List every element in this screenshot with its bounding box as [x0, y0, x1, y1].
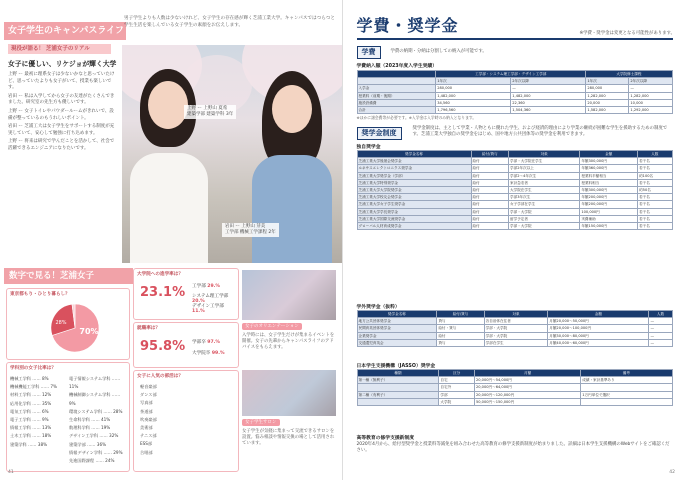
fee-col-head: 2年次以降: [511, 78, 586, 85]
scholarship-desc: 奨学金制度は、主として学業・人物ともに優れた学生、および経済的理由により学業の継続が困難な学生を援助するための制度です。芝浦工業大学独自の奨学金をはじめ、国や地方公共団体等の奨学金を利用できます。: [412, 126, 668, 137]
fee-table: [357, 70, 673, 114]
jasso-title: 日本学生支援機構（JASSO）奨学金: [356, 364, 436, 369]
salon-text: 女子学生が気軽に集まって交流できるサロンを設置。悩み相談や情報交換の場として活用されています。: [242, 429, 335, 446]
scholarship-row: 芝浦工業大学国際交流奨学金 給付 留学予定者 実費補助 若干名: [357, 215, 672, 222]
external-scholarship-title: 学外奨学金（抜粋）: [356, 305, 400, 310]
grad-rate-item: デザイン工学部 11.%: [192, 304, 224, 314]
major-item: デザイン工学科 …… 32%: [69, 433, 119, 439]
club-item: 吹奏楽部: [140, 416, 157, 422]
grad-rate-title: 大学院への進学率は？: [137, 272, 183, 277]
major-item: 建築学科 …… 38%: [10, 441, 48, 447]
fee-col-head: 1年次: [436, 78, 511, 85]
scholarship-row: 芝浦工業大学学長奨学金 給付 学部・大学院 100,000円 若干名: [357, 208, 672, 215]
qa-paragraph: 上野 ー 女子トイレやパウダールームがきれいで、設備が整っているのもうれしいポイント。: [8, 108, 114, 121]
living-box: [6, 288, 130, 360]
major-item: 応用化学科 …… 35%: [10, 400, 52, 406]
fee-table-title: 学費納入額（2023年度入学生実績）: [356, 64, 438, 69]
major-item: 数理科学科 …… 19%: [69, 425, 111, 431]
major-item: 情報デザイン学科 …… 29%: [69, 449, 123, 455]
qa-question: 女子に優しい、リケジョが輝く大学: [8, 60, 117, 68]
fees-desc: 学費の納期・分納は分割しての納入が可能です。: [390, 49, 487, 54]
qa-paragraph: 岩田 ー 芝浦工大は女子学生をサポートする制度が充実していて、安心して勉強に打ち込めます。: [8, 124, 115, 136]
major-item: 電子情報システム学科 …… 11%: [69, 376, 121, 390]
scholarship-row: 企業奨学金 給付 学部・大学院 月額30,000〜80,000円 —: [357, 332, 672, 339]
scholarship-row: 民間育英団体奨学金 給付・貸与 学部・大学院 月額20,000〜100,000円 —: [357, 325, 672, 332]
majors-list-1: [10, 375, 66, 449]
club-item: テニス部: [140, 433, 157, 439]
scholarship-row: 地方公共団体奨学金 貸与 各自治体在住者 月額20,000〜50,000円 —: [357, 318, 672, 325]
title-rule: [357, 38, 673, 40]
orientation-title: 女子のオリエンテーション: [242, 323, 302, 330]
majors-list-2: [69, 375, 127, 465]
caption-student-2: [222, 223, 279, 237]
majors-title: 学科別の女子比率は？: [10, 366, 56, 371]
pie-center-label: 70%: [79, 327, 99, 336]
fee-note: ※ほかに諸会費等が必要です。※入学金は入学時のみ納入となります。: [356, 115, 477, 120]
student-1-name: 上野 ー 上野山 夏希: [187, 106, 228, 111]
fee-col-head: 2年次以降: [629, 78, 672, 85]
major-item: 材料工学科 …… 12%: [10, 392, 52, 398]
living-question: 東京都もり・ひとり暮らし？: [10, 292, 70, 297]
section-scholarship: 奨学金制度: [357, 127, 402, 140]
club-item: 茶道部: [140, 408, 153, 414]
majors-box: [6, 362, 130, 472]
jasso-row: 大学院 50,000円〜150,000円: [357, 398, 672, 405]
club-item: 美術部: [140, 425, 153, 431]
grad-rate-value: 23.1%: [140, 285, 186, 300]
scholarship-row: 交通遺児育英会 貸与 学部在学生 月額40,000〜60,000円 —: [357, 339, 672, 346]
fee-row: 施設設備費 34,560 22,360 20,000 10,000: [357, 99, 672, 106]
scholarship-row: 芝浦工業大学大学院奨学金 給付 大学院在学生 年額300,000円 約50名: [357, 186, 672, 193]
own-scholarship-table: 奨学金名称 給付/貸与 対象 金額 人数 芝浦工業大学後援会奨学金 給付 学部・大学院在学生 年額300,000円 若干名 ルネサスエレクトロニクス奨学金 給付 学部2年次以上 年額360,000円 若干名 芝浦工業大学奨学金（学部） 給付 学部2〜4年次生 授業料半額相当 約100名 芝浦工業大学特別奨学金 給付 家計急変者 授業料相当 若干名 芝浦工業大学大学院奨学金 給付 大学院在学生 年額300,000円 約50名 芝浦工業大学校友会奨学金 給付 学部3年次生 年額200,000円 若干名 芝浦工業大学女子学生奨学金 給付 女子学部在学生 年額200,000円 若干名 芝浦工業大学学長奨学金 給付 学部・大学院 100,000円 若干名 芝浦工業大学国際交流奨学金 給付 留学予定者 実費補助 若干名 グローバル人材育成奨学金 給付 学部・大学院 年額150,000円 若干名: [357, 150, 673, 230]
salon-title: 女子学生サロン: [242, 419, 280, 426]
section-fees: 学費: [357, 46, 381, 59]
student-2-name: 岩田 ー 上野山 芽美: [225, 224, 266, 229]
employment-item: 大学院卒 99.%: [192, 351, 225, 356]
major-item: 土木工学科 …… 18%: [10, 433, 52, 439]
clubs-box: [133, 370, 239, 472]
fee-col-head: [357, 78, 436, 85]
employment-title: 就職率は？: [137, 326, 160, 331]
major-item: 建築学部 …… 36%: [69, 441, 107, 447]
right-note: ※学費・奨学金は変更となる可能性があります。: [579, 31, 675, 36]
fee-col-head: 1年次: [586, 78, 629, 85]
pie-side-label: 28%: [55, 320, 67, 326]
scholarship-row: 芝浦工業大学特別奨学金 給付 家計急変者 授業料相当 若干名: [357, 179, 672, 186]
clubs-list: [140, 383, 232, 457]
support-system-text: 2020年4月から、給付型奨学金と授業料等減免を組み合わせた高等教育の修学支援新制度が始まりました。詳細は日本学生支援機構のWebサイトをご確認ください。: [356, 442, 670, 453]
major-item: 機械工学科 …… 8%: [10, 376, 49, 381]
scholarship-row: 芝浦工業大学後援会奨学金 給付 学部・大学院在学生 年額300,000円 若干名: [357, 158, 672, 165]
major-item: 環境システム学科 …… 28%: [69, 408, 123, 414]
support-system-title: 高等教育の修学支援新制度: [356, 436, 415, 441]
grad-rate-item: システム理工学部 20.%: [192, 294, 229, 304]
orientation-photo: [242, 270, 336, 320]
club-item: 合唱部: [140, 449, 153, 455]
student-2-dept: 工学部 機械工学課程 2年: [225, 230, 276, 235]
grad-rate-box: [133, 268, 239, 320]
left-intro-text: 男子学生よりも人数は少ないけれど、女子学生の存在感が輝く芝浦工業大学。キャンパスではつらつと学生生活を楽しんでいる女子学生の素顔をお伝えします。: [124, 16, 335, 28]
hero-photo: [122, 45, 342, 263]
qa-paragraph: 上野 ー 最初に理系女子は少ないかなと思っていたけど、思っていたよりも女子がいて、授業も楽しいです。: [8, 72, 115, 91]
major-item: 情報工学科 …… 13%: [10, 425, 52, 431]
scholarship-row: 芝浦工業大学奨学金（学部） 給付 学部2〜4年次生 授業料半額相当 約100名: [357, 172, 672, 179]
qa-paragraph: 岩田 ー 私は入学してから女子の友達がたくさんできました。研究室の先生方も優しいです。: [8, 93, 115, 106]
left-page-title: 女子学生のキャンパスライフ: [4, 22, 126, 40]
jasso-row: 第二種（有利子） 学部 20,000円〜120,000円 1万円単位で選択: [357, 391, 672, 398]
clubs-title: 女子に人気の部活は？: [137, 374, 183, 379]
right-page-number: 42: [669, 470, 675, 475]
major-item: 機械制御システム学科 …… 9%: [69, 392, 121, 406]
scholarship-row: 芝浦工業大学校友会奨学金 給付 学部3年次生 年額200,000円 若干名: [357, 194, 672, 201]
major-item: 機械機能工学科 …… 7%: [10, 384, 57, 390]
numbers-title: 数字で見る！芝浦女子: [4, 268, 133, 284]
club-item: ESS部: [140, 441, 153, 447]
employment-value: 95.8%: [140, 339, 186, 354]
club-item: 写真部: [140, 400, 153, 406]
major-item: 電気工学科 …… 6%: [10, 408, 49, 414]
fee-group-head: 大学院修士課程: [586, 71, 672, 78]
fee-row: 入学金 280,000 — 280,000 —: [357, 85, 672, 92]
own-scholarship-title: 独自奨学金: [356, 145, 381, 150]
employment-item: 学部卒 97.%: [192, 340, 221, 345]
club-item: ダンス部: [140, 392, 157, 398]
qa-body: [8, 72, 118, 155]
scholarship-row: ルネサスエレクトロニクス奨学金 給付 学部2年次以上 年額360,000円 若干名: [357, 165, 672, 172]
student-1-dept: 建築学部 建築学科 3年: [187, 112, 234, 117]
jasso-table: 種類 区分 月額 備考 第一種（無利子） 自宅 20,000円〜54,000円 成績・家計基準あり 自宅外 20,000円〜64,000円 第二種（有利子） 学部 20,000円〜120,000円 1万円単位で選択 大学院 50,000円〜150,000円: [357, 369, 673, 406]
salon-photo: [242, 370, 336, 416]
qa-heading: 現役が語る！ 芝浦女子のリアル: [8, 44, 111, 54]
living-pie-chart: [45, 300, 105, 356]
external-scholarship-table: 奨学金名称 給付/貸与 対象 金額 人数 地方公共団体奨学金 貸与 各自治体在住者 月額20,000〜50,000円 — 民間育英団体奨学金 給付・貸与 学部・大学院 月額20,000〜100,000円 — 企業奨学金 給付 学部・大学院 月額30,000〜80,000円 — 交通遺児育英会 貸与 学部在学生 月額40,000〜60,000円 —: [357, 310, 673, 347]
jasso-row: 自宅外 20,000円〜64,000円: [357, 384, 672, 391]
left-page-number: 41: [8, 470, 14, 475]
fee-row: 授業料（前期・後期） 1,482,000 1,482,000 1,282,000 1,282,000: [357, 92, 672, 99]
grad-rate-item: 工学部 29.%: [192, 284, 221, 289]
caption-student-1: [184, 105, 236, 119]
scholarship-row: グローバル人材育成奨学金 給付 学部・大学院 年額150,000円 若干名: [357, 222, 672, 229]
club-item: 軽音楽部: [140, 384, 157, 389]
scholarship-row: 芝浦工業大学女子学生奨学金 給付 女子学部在学生 年額200,000円 若干名: [357, 201, 672, 208]
employment-box: [133, 322, 239, 368]
fee-group-head: [357, 71, 436, 78]
right-page: [343, 0, 685, 480]
right-page-title: 学費・奨学金: [356, 16, 459, 35]
fee-group-head: 工学部・システム理工学部・デザイン工学部: [436, 71, 586, 78]
major-item: 先進国際課程 …… 24%: [69, 458, 115, 464]
qa-paragraph: 上野 ー 将来は研究で学んだことを活かして、社会で活躍できるエンジニアになりたいです。: [8, 139, 115, 151]
jasso-row: 第一種（無利子） 自宅 20,000円〜54,000円 成績・家計基準あり: [357, 377, 672, 384]
fee-row: 合計 1,796,560 1,504,360 1,582,000 1,292,000: [357, 106, 672, 113]
major-item: 生命科学科 …… 41%: [69, 417, 111, 423]
orientation-text: 入学時には、女子学生だけが集まるイベントを開催。女子の先輩からキャンパスライフのアドバイスをもらえます。: [242, 333, 335, 350]
major-item: 電子工学科 …… 9%: [10, 417, 49, 423]
